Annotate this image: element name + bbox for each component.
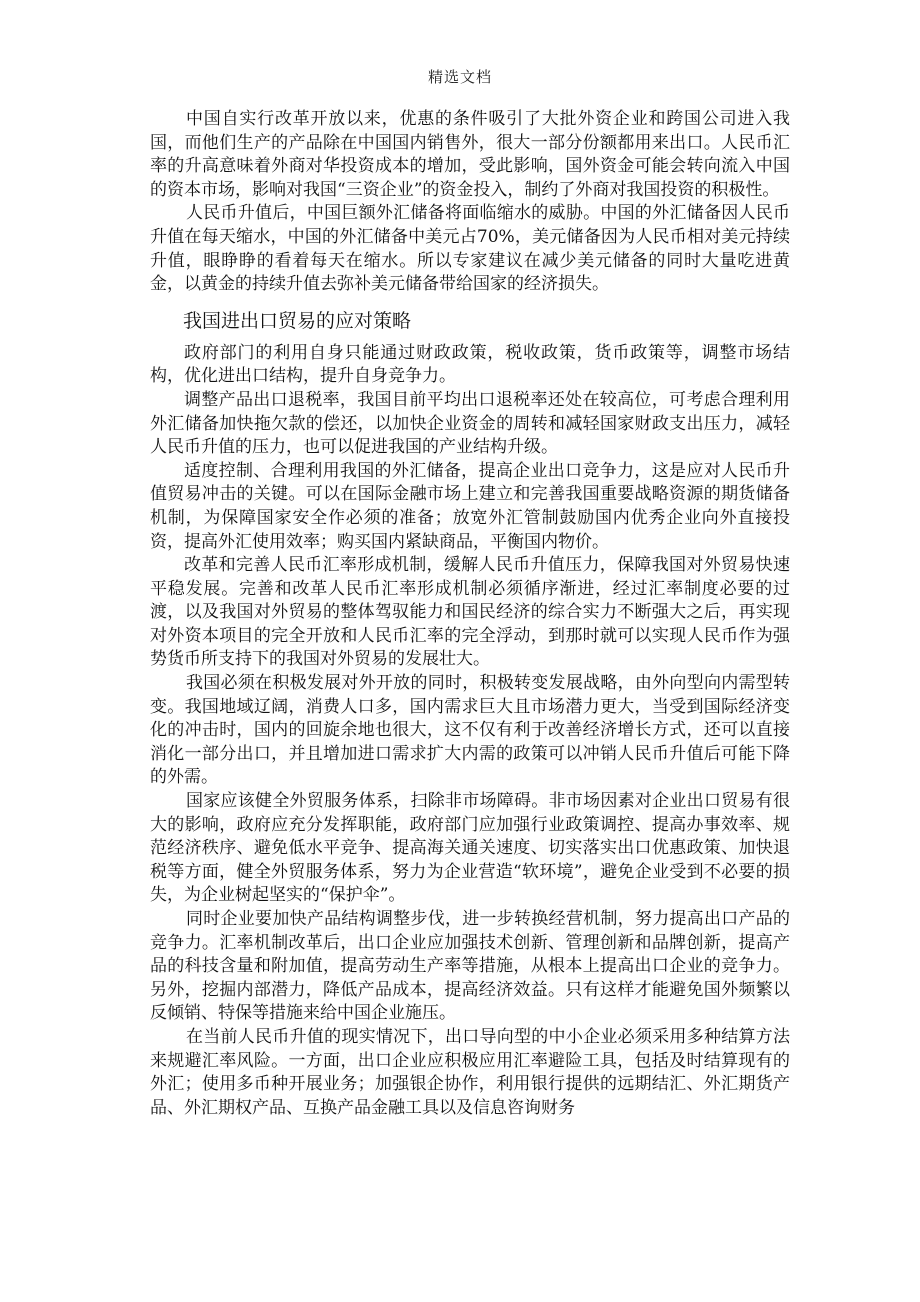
paragraph-product-structure: 同时企业要加快产品结构调整步伐，进一步转换经营机制，努力提高出口产品的竞争力。汇率机制改革后，出口企业应加强技术创新、管理创新和品牌创新，提高产品的科技含量和附加值，提高劳动生产率等措施，从根本上提高出口企业的竞争力。另外，挖掘内部潜力，降低产品成本，提高经济效益。只有这样才能避免国外频繁以反倾销、特保等措施来给中国企业施压。 <box>150 909 790 1024</box>
paragraph-foreign-investment: 中国自实行改革开放以来，优惠的条件吸引了大批外资企业和跨国公司进入我国，而他们生产的产品除在中国国内销售外，很大一部分份额都用来出口。人民币汇率的升高意味着外商对华投资成本的增加，受此影响，国外资金可能会转向流入中国的资本市场，影响对我国“三资企业”的资金投入，制约了外商对我国投资的积极性。 <box>150 109 790 200</box>
section-heading: 我国进出口贸易的应对策略 <box>183 309 412 332</box>
paragraph-domestic-demand: 我国必须在积极发展对外开放的同时，积极转变发展战略，由外向型向内需型转变。我国地域辽阔，消费人口多，国内需求巨大且市场潜力更大，当受到国际经济变化的冲击时，国内的回旋余地也很大，这不仅有利于改善经济增长方式，还可以直接消化一部分出口，并且增加进口需求扩大内需的政策可以冲销人民币升值后可能下降的外需。 <box>150 673 790 788</box>
paragraph-government-policy: 政府部门的利用自身只能通过财政政策，税收政策，货币政策等，调整市场结构，优化进出口结构，提升自身竞争力。 <box>150 342 790 387</box>
paragraph-trade-service: 国家应该健全外贸服务体系，扫除非市场障碍。非市场因素对企业出口贸易有很大的影响，政府应充分发挥职能，政府部门应加强行业政策调控、提高办事效率、规范经济秩序、避免低水平竞争、提高海关通关速度、切实落实出口优惠政策、加快退税等方面，健全外贸服务体系，努力为企业营造“软环境”，避免企业受到不必要的损失，为企业树起坚实的“保护伞”。 <box>150 791 790 906</box>
paragraph-exchange-mechanism: 改革和完善人民币汇率形成机制，缓解人民币升值压力，保障我国对外贸易快速平稳发展。完善和改革人民币汇率形成机制必须循序渐进，经过汇率制度必要的过渡，以及我国对外贸易的整体驾驭能力和国民经济的综合实力不断强大之后，再实现对外资本项目的完全开放和人民币汇率的完全浮动，到那时就可以实现人民币作为强势货币所支持下的我国对外贸易的发展壮大。 <box>150 555 790 670</box>
paragraph-reserve-shrink: 人民币升值后，中国巨额外汇储备将面临缩水的威胁。中国的外汇储备因人民币升值在每天缩水，中国的外汇储备中美元占70%，美元储备因为人民币相对美元持续升值，眼睁睁的看着每天在缩水。所以专家建议在减少美元储备的同时大量吃进黄金，以黄金的持续升值去弥补美元储备带给国家的经济损失。 <box>150 203 790 295</box>
page-header: 精选文档 <box>427 68 492 86</box>
paragraph-risk-hedging: 在当前人民币升值的现实情况下，出口导向型的中小企业必须采用多种结算方法来规避汇率风险。一方面，出口企业应积极应用汇率避险工具，包括及时结算现有的外汇；使用多币种开展业务；加强银企协作，利用银行提供的远期结汇、外汇期货产品、外汇期权产品、互换产品金融工具以及信息咨询财务 <box>150 1026 790 1118</box>
paragraph-reserve-management: 适度控制、合理利用我国的外汇储备，提高企业出口竞争力，这是应对人民币升值贸易冲击的关键。可以在国际金融市场上建立和完善我国重要战略资源的期货储备机制，为保障国家安全作必须的准备；放宽外汇管制鼓励国内优秀企业向外直接投资，提高外汇使用效率；购买国内紧缺商品，平衡国内物价。 <box>150 460 790 552</box>
paragraph-export-tax-rebate: 调整产品出口退税率，我国目前平均出口退税率还处在较高位，可考虑合理利用外汇储备加快拖欠款的偿还，以加快企业资金的周转和减轻国家财政支出压力，减轻人民币升值的压力，也可以促进我国的产业结构升级。 <box>150 389 790 458</box>
document-body <box>150 108 790 1120</box>
